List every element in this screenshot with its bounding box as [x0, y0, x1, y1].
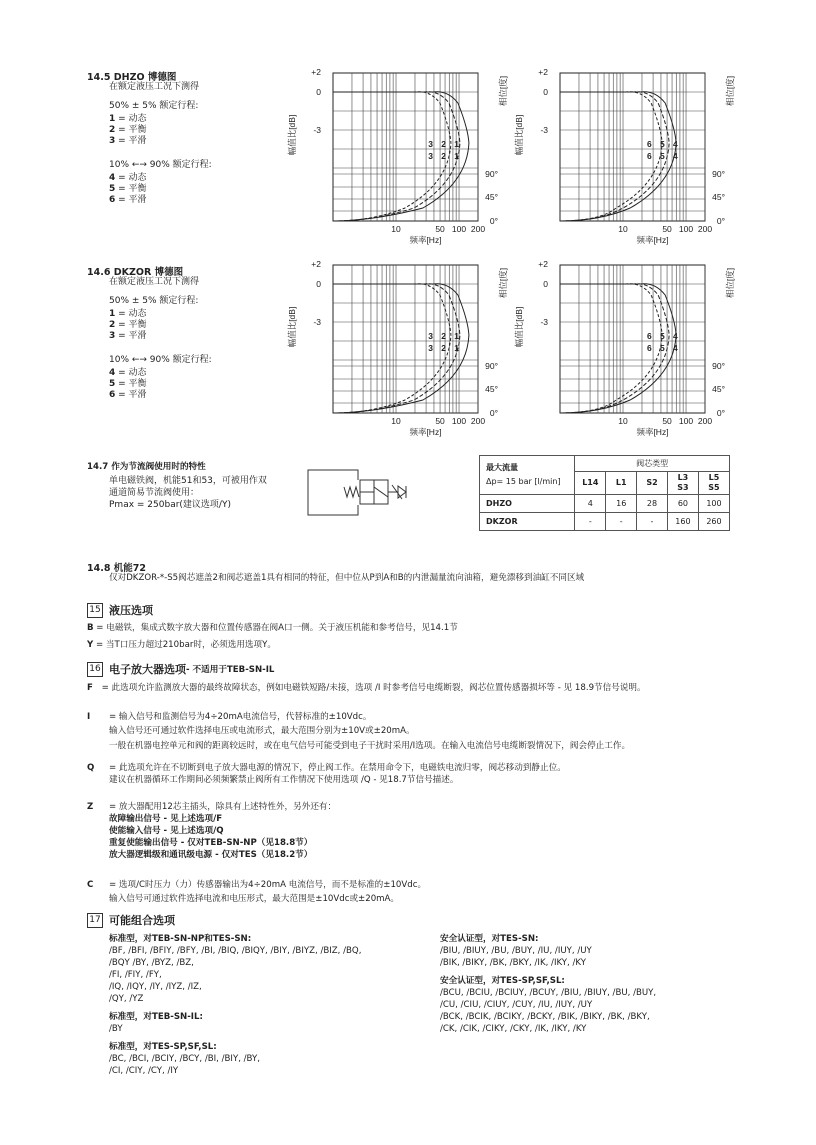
flow-row-name: DHZO — [480, 495, 575, 513]
x-tick-label: 200 — [470, 224, 486, 234]
y-axis-label: 幅值比[dB] — [514, 114, 524, 156]
x-tick-label: 100 — [451, 224, 467, 234]
phase-tick-label: 90° — [712, 361, 725, 371]
option-text: 一般在机器电控单元和阀的距离较远时，或在电气信号可能受到电子干扰时采用/I选项。在输入电流信号电缆断裂情况下，阀会停止工作。 — [109, 741, 631, 751]
phase-tick-label: 45° — [485, 384, 498, 394]
curve-label: 1 — [454, 139, 460, 149]
option-key: Y — [87, 640, 94, 650]
section-number-badge: 17 — [87, 913, 103, 928]
y-tick-label: -3 — [313, 317, 321, 327]
bode-chart-3 — [287, 259, 508, 437]
x-tick-label: 10 — [618, 416, 628, 426]
combinations-left — [109, 933, 429, 1077]
flow-head-dp: Δp= 15 bar [l/min] — [486, 477, 561, 486]
phase-axis-label: 相位[度] — [498, 267, 508, 299]
legend-text: = 平衡 — [115, 320, 147, 330]
phase-tick-label: 90° — [712, 169, 725, 179]
option-text: 输入信号还可通过软件选择电压或电流形式，最大范围分别为±10V或±20mA。 — [109, 726, 415, 736]
x-tick-label: 200 — [697, 224, 713, 234]
combination-line: /BQY /BY, /BYZ, /BZ, — [109, 958, 194, 968]
phase-axis-label: 相位[度] — [725, 267, 735, 299]
section-17-title — [87, 912, 175, 928]
flow-col-header: S2 — [637, 472, 668, 495]
curve-label: 1 — [454, 151, 460, 161]
curve-label: 6 — [646, 343, 652, 353]
curve-label: 3 — [428, 139, 434, 149]
option-text: 建议在机器循环工作期间必须频繁禁止阀所有工作情况下使用选项 /Q - 见18.7节信号描述。 — [109, 775, 459, 785]
combination-line: /CU, /CIU, /CIUY, /CUY, /IU, /IUY, /UY — [440, 1000, 593, 1010]
section-14-8-text: 仅对DKZOR-*-S5阀芯遮盖2和阀芯遮盖1具有相同的特征，但中位从P到A和B的内泄漏量流向油箱，避免漂移到油缸不同区域 — [109, 573, 585, 583]
option-i: I = 输入信号和监测信号为4÷20mA电流信号，代替标准的±10Vdc。 输入信号还可通过软件选择电压或电流形式，最大范围分别为±10V或±20mA。 一般在机器电控单元和阀的距离较远时，或在电气信号可能受到电子干扰时采用/I选项。在输入电流信号电缆断裂情况下，阀会停止工作。 — [87, 712, 631, 751]
phase-tick-label: 0° — [716, 408, 725, 418]
y-tick-label: +2 — [311, 259, 321, 269]
section-15-title — [87, 602, 153, 618]
flow-table-head-left — [480, 456, 575, 495]
curve-label: 3 — [428, 331, 434, 341]
legend-text: = 平滑 — [115, 331, 147, 341]
throttle-valve-symbol — [300, 465, 420, 520]
combination-line: /BC, /BCI, /BCIY, /BCY, /BI, /BIY, /BY, — [109, 1054, 260, 1064]
x-tick-label: 200 — [697, 416, 713, 426]
x-axis-label: 频率[Hz] — [636, 235, 669, 245]
section-title-text: 液压选项 — [109, 604, 153, 617]
section-title-text: 可能组合选项 — [109, 914, 175, 927]
legend-a-head: 50% ± 5% 额定行程: — [109, 296, 199, 306]
legend-number: 6 — [109, 390, 116, 400]
y-axis-label: 幅值比[dB] — [287, 306, 297, 348]
section-title-text: 电子放大器选项 — [109, 663, 186, 676]
section-14-7-line1: 单电磁铁阀，机能51和53，可被用作双 — [109, 476, 267, 486]
phase-tick-label: 0° — [716, 216, 725, 226]
legend-text: = 动态 — [115, 309, 147, 319]
x-tick-label: 50 — [662, 416, 672, 426]
y-tick-label: +2 — [311, 67, 321, 77]
curve-label: 2 — [441, 331, 447, 341]
flow-col-header: L3 S3 — [667, 472, 698, 495]
curve-label: 2 — [441, 151, 447, 161]
legend-text: = 平衡 — [115, 379, 147, 389]
bode-chart-2 — [514, 67, 735, 245]
flow-row-name: DKZOR — [480, 513, 575, 531]
x-tick-label: 10 — [391, 416, 401, 426]
section-14-6-title: 14.6 DKZOR 博德图 — [87, 267, 184, 278]
curve-label: 2 — [441, 343, 447, 353]
bode-charts — [0, 0, 816, 460]
combination-line: /BIK, /BIKY, /BK, /BKY, /IK, /IKY, /KY — [440, 958, 586, 968]
y-tick-label: -3 — [540, 317, 548, 327]
curve-label: 4 — [672, 331, 678, 341]
option-key: F — [87, 683, 93, 693]
phase-axis-label: 相位[度] — [498, 75, 508, 107]
section-14-7-title: 14.7 作为节流阀使用时的特性 — [87, 462, 206, 472]
section-14-5-title: 14.5 DHZO 博德图 — [87, 72, 177, 83]
x-axis-label: 频率[Hz] — [409, 235, 442, 245]
option-text: = 选项/C时压力（力）传感器输出为4÷20mA 电流信号，而不是标准的±10Vdc。 — [109, 880, 427, 890]
y-axis-label: 幅值比[dB] — [287, 114, 297, 156]
combination-line: /CI, /CIY, /CY, /IY — [109, 1066, 179, 1076]
phase-tick-label: 0° — [489, 216, 498, 226]
section-16-title — [87, 661, 274, 677]
option-text: = 输入信号和监测信号为4÷20mA电流信号，代替标准的±10Vdc。 — [109, 712, 372, 722]
y-tick-label: 0 — [316, 87, 321, 97]
flow-cell: - — [575, 513, 606, 531]
option-c: C = 选项/C时压力（力）传感器输出为4÷20mA 电流信号，而不是标准的±10Vdc。 输入信号可通过软件选择电流和电压形式，最大范围是±10Vdc或±20mA。 — [87, 880, 427, 904]
y-axis-label: 幅值比[dB] — [514, 306, 524, 348]
combination-line: /CK, /CIK, /CIKY, /CKY, /IK, /IKY, /KY — [440, 1024, 587, 1034]
legend-b-head: 10% ←→ 90% 额定行程: — [109, 160, 212, 170]
x-tick-label: 50 — [435, 224, 445, 234]
option-b — [87, 622, 458, 634]
section-14-7-line2: 通道简易节流阀使用： — [109, 488, 200, 498]
y-tick-label: +2 — [538, 259, 548, 269]
x-tick-label: 50 — [435, 416, 445, 426]
combination-group-head: 标准型，对TEB-SN-NP和TES-SN: — [109, 934, 252, 944]
flow-cell: - — [637, 513, 668, 531]
legend-b-head: 10% ←→ 90% 额定行程: — [109, 355, 212, 365]
combination-line: /BCU, /BCIU, /BCIUY, /BCUY, /BIU, /BIUY, /BU, /BUY, — [440, 988, 657, 998]
curve-label: 2 — [441, 139, 447, 149]
x-axis-label: 频率[Hz] — [409, 427, 442, 437]
option-text: = 放大器配用12芯主插头，除具有上述特性外，另外还有： — [109, 802, 337, 812]
option-key: B — [87, 623, 94, 633]
curve-label: 4 — [672, 151, 678, 161]
legend-text: = 动态 — [115, 173, 147, 183]
option-text: 重复使能输出信号 - 仅对TEB-SN-NP（见18.8节） — [109, 838, 313, 848]
legend-number: 4 — [109, 173, 116, 183]
option-text: 放大器逻辑级和通讯级电源 - 仅对TES（见18.2节） — [109, 850, 313, 860]
flow-cell: 4 — [575, 495, 606, 513]
x-tick-label: 50 — [662, 224, 672, 234]
y-tick-label: 0 — [543, 279, 548, 289]
curve-label: 6 — [646, 331, 652, 341]
legend-number: 1 — [109, 309, 116, 319]
section-14-6-condition: 在额定液压工况下测得 — [109, 277, 200, 287]
y-tick-label: 0 — [543, 87, 548, 97]
legend-number: 5 — [109, 184, 116, 194]
legend-number: 2 — [109, 125, 116, 135]
option-text: 输入信号可通过软件选择电流和电压形式，最大范围是±10Vdc或±20mA。 — [109, 894, 400, 904]
combination-line: /BF, /BFI, /BFIY, /BFY, /BI, /BIQ, /BIQY, /BIY, /BIYZ, /BIZ, /BQ, — [109, 946, 362, 956]
legend-number: 4 — [109, 368, 116, 378]
phase-tick-label: 45° — [712, 192, 725, 202]
section-number-badge: 15 — [87, 603, 103, 618]
legend-text: = 平滑 — [115, 195, 147, 205]
x-tick-label: 10 — [391, 224, 401, 234]
combination-line: /IQ, /IQY, /IY, /IYZ, /IZ, — [109, 982, 202, 992]
legend-text: = 动态 — [115, 114, 147, 124]
legend-text: = 平衡 — [115, 184, 147, 194]
y-tick-label: +2 — [538, 67, 548, 77]
option-text: = 此选项允许在不切断到电子放大器电源的情况下，停止阀工作。在禁用命令下，电磁铁电流归零，阀芯移动到静止位。 — [109, 763, 566, 773]
x-tick-label: 100 — [678, 416, 694, 426]
combination-line: /QY, /YZ — [109, 994, 144, 1004]
section-14-8-title: 14.8 机能72 — [87, 563, 146, 574]
option-y — [87, 639, 276, 651]
x-axis-label: 频率[Hz] — [636, 427, 669, 437]
flow-head-group: 阀芯类型 — [575, 456, 730, 472]
x-tick-label: 100 — [451, 416, 467, 426]
legend-text: = 平衡 — [115, 125, 147, 135]
curve-label: 5 — [659, 331, 665, 341]
curve-label: 3 — [428, 151, 434, 161]
flow-cell: 160 — [667, 513, 698, 531]
option-text: 故障输出信号 - 见上述选项/F — [109, 814, 223, 824]
legend-number: 3 — [109, 136, 116, 146]
legend-number: 5 — [109, 379, 116, 389]
legend-number: 3 — [109, 331, 116, 341]
option-text: 使能输入信号 - 见上述选项/Q — [109, 826, 224, 836]
y-tick-label: 0 — [316, 279, 321, 289]
y-tick-label: -3 — [540, 125, 548, 135]
combination-line: /FI, /FIY, /FY, — [109, 970, 162, 980]
option-f — [87, 682, 646, 694]
phase-tick-label: 45° — [485, 192, 498, 202]
curve-label: 1 — [454, 343, 460, 353]
section-number-badge: 16 — [87, 662, 103, 677]
phase-tick-label: 90° — [485, 361, 498, 371]
option-z: Z = 放大器配用12芯主插头，除具有上述特性外，另外还有： 故障输出信号 - 见上述选项/F 使能输入信号 - 见上述选项/Q 重复使能输出信号 - 仅对TEB-SN-NP（见18.8节） 放大器逻辑级和通讯级电源 - 仅对TES（见18.2节） — [87, 802, 337, 860]
legend-text: = 动态 — [115, 368, 147, 378]
phase-tick-label: 90° — [485, 169, 498, 179]
legend-number: 2 — [109, 320, 116, 330]
option-text: = 电磁铁，集成式数字放大器和位置传感器在阀A口一侧。关于液压机能和参考信号，见14.1节 — [96, 623, 458, 633]
curve-label: 6 — [646, 139, 652, 149]
legend-text: = 平滑 — [115, 390, 147, 400]
legend-number: 1 — [109, 114, 116, 124]
combination-group-head: 安全认证型，对TES-SP,SF,SL: — [440, 976, 565, 986]
combinations-right — [440, 933, 740, 1035]
flow-cell: 28 — [637, 495, 668, 513]
section-note: - 不适用于TEB-SN-IL — [186, 665, 275, 675]
flow-cell: - — [606, 513, 637, 531]
combination-group-head: 安全认证型，对TES-SN: — [440, 934, 539, 944]
section-14-5-condition: 在额定液压工况下测得 — [109, 82, 200, 92]
legend-text: = 平滑 — [115, 136, 147, 146]
flow-table — [479, 455, 730, 531]
section-14-7-line3: Pmax = 250bar(建议选项/Y) — [109, 500, 231, 510]
flow-head-max: 最大流量 — [486, 463, 518, 472]
curve-label: 3 — [428, 343, 434, 353]
combination-line: /BY — [109, 1024, 123, 1034]
table-row — [480, 513, 730, 531]
flow-cell: 16 — [606, 495, 637, 513]
flow-col-header: L1 — [606, 472, 637, 495]
flow-cell: 260 — [698, 513, 729, 531]
y-tick-label: -3 — [313, 125, 321, 135]
phase-tick-label: 45° — [712, 384, 725, 394]
x-tick-label: 200 — [470, 416, 486, 426]
combination-line: /BIU, /BIUY, /BU, /BUY, /IU, /IUY, /UY — [440, 946, 592, 956]
option-q: Q = 此选项允许在不切断到电子放大器电源的情况下，停止阀工作。在禁用命令下，电磁铁电流归零，阀芯移动到静止位。 建议在机器循环工作期间必须频繁禁止阀所有工作情况下使用选项 /Q - 见18.7节信号描述。 — [87, 763, 566, 785]
bode-chart-4 — [514, 259, 735, 437]
option-text: = 此选项允许监测放大器的最终故障状态，例如电磁铁短路/未接，选项 /I 时参考信号电缆断裂，阀芯位置传感器损坏等 - 见 18.9节信号说明。 — [101, 683, 646, 693]
curve-label: 4 — [672, 343, 678, 353]
combination-group-head: 标准型，对TES-SP,SF,SL: — [109, 1042, 217, 1052]
legend-number: 6 — [109, 195, 116, 205]
bode-chart-1 — [287, 67, 508, 245]
x-tick-label: 10 — [618, 224, 628, 234]
flow-col-header: L14 — [575, 472, 606, 495]
curve-label: 5 — [659, 343, 665, 353]
combination-line: /BCK, /BCIK, /BCIKY, /BCKY, /BIK, /BIKY, /BK, /BKY, — [440, 1012, 650, 1022]
table-row — [480, 495, 730, 513]
combination-group-head: 标准型，对TEB-SN-IL: — [109, 1012, 203, 1022]
curve-label: 5 — [659, 139, 665, 149]
option-text: = 当T口压力超过210bar时，必须选用选项Y。 — [95, 640, 276, 650]
phase-axis-label: 相位[度] — [725, 75, 735, 107]
curve-label: 5 — [659, 151, 665, 161]
curve-label: 1 — [454, 331, 460, 341]
curve-label: 6 — [646, 151, 652, 161]
phase-tick-label: 0° — [489, 408, 498, 418]
flow-cell: 100 — [698, 495, 729, 513]
curve-label: 4 — [672, 139, 678, 149]
flow-cell: 60 — [667, 495, 698, 513]
legend-a-head: 50% ± 5% 额定行程: — [109, 101, 199, 111]
flow-col-header: L5 S5 — [698, 472, 729, 495]
x-tick-label: 100 — [678, 224, 694, 234]
